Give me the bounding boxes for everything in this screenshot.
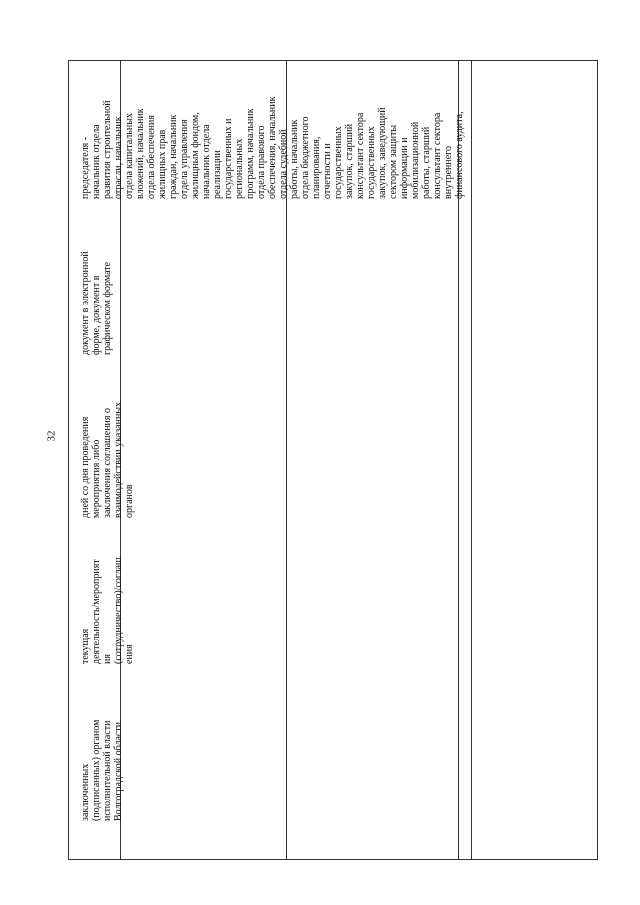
cell-line: программ, начальник xyxy=(245,108,256,199)
cell-line: Волгоградской области xyxy=(113,721,124,821)
row-divider xyxy=(471,61,472,859)
cell-line: закупок, старший xyxy=(344,123,355,199)
cell-line: мобилизационной xyxy=(410,121,421,199)
cell-line: текущая xyxy=(80,628,91,664)
cell-line: органов xyxy=(124,484,135,518)
cell-line: (подписанных) органом xyxy=(91,719,102,821)
cell-activity-type xyxy=(80,557,135,664)
cell-line: консультант сектора xyxy=(432,112,443,199)
cell-line: закупок, заведующий xyxy=(377,107,388,199)
cell-line: деятельность/мероприят xyxy=(91,559,102,664)
cell-line: отдела бюджетного xyxy=(300,116,311,199)
cell-line: граждан, начальник xyxy=(168,114,179,199)
cell-line: финансового аудита, xyxy=(454,111,465,199)
cell-line: обеспечения, начальник xyxy=(267,96,278,199)
cell-line: государственных xyxy=(333,126,344,199)
cell-line: отдела правового xyxy=(256,125,267,199)
cell-line: отдела капитальных xyxy=(124,113,135,199)
cell-line: отрасли, начальник xyxy=(113,116,124,199)
cell-line: информации и xyxy=(399,137,410,199)
cell-line: планирования, xyxy=(311,136,322,199)
document-table xyxy=(68,60,598,860)
cell-line: внутреннего xyxy=(443,146,454,199)
cell-line: консультант сектора xyxy=(355,112,366,199)
cell-line: документ в электронной xyxy=(80,251,91,355)
cell-line: работы, старший xyxy=(421,126,432,199)
cell-term xyxy=(80,402,135,518)
cell-line: начальник отдела xyxy=(201,124,212,199)
cell-line: заключенных xyxy=(80,763,91,821)
cell-line: отчетности и xyxy=(322,143,333,199)
cell-line: реализации xyxy=(212,150,223,199)
cell-line: заключения соглашения о xyxy=(102,408,113,518)
cell-line: жилищным фондом, xyxy=(190,112,201,199)
page-number: 32 xyxy=(45,430,58,442)
cell-line: форме, документ в xyxy=(91,275,102,355)
cell-line: жилищных прав xyxy=(157,129,168,199)
cell-line: ия xyxy=(102,654,113,664)
cell-line: сектором защиты xyxy=(388,124,399,199)
cell-line: ения xyxy=(124,644,135,664)
cell-line: вложений, начальник xyxy=(135,108,146,199)
cell-line: государственных и xyxy=(223,118,234,199)
cell-line: мероприятия либо xyxy=(91,439,102,518)
cell-line: исполнительной власти xyxy=(102,720,113,821)
cell-line: отдела управления xyxy=(179,119,190,199)
cell-line: графическом формате xyxy=(102,261,113,355)
cell-line: дней со дня проведения xyxy=(80,416,91,518)
cell-line: государственных xyxy=(366,126,377,199)
cell-line: начальник отдела xyxy=(91,124,102,199)
cell-line: отдела судебной xyxy=(278,129,289,199)
cell-line: (сотрудничество)/соглаш xyxy=(113,557,124,664)
cell-line: региональных xyxy=(234,138,245,199)
cell-line: председателя - xyxy=(80,136,91,199)
cell-format xyxy=(80,251,113,355)
cell-line: развития строительной xyxy=(102,100,113,199)
cell-line: взаимодействии указанных xyxy=(113,401,124,518)
cell-goal xyxy=(80,720,124,821)
cell-line: отдела обеспечения xyxy=(146,115,157,199)
cell-line: работы, начальник xyxy=(289,119,300,199)
cell-responsible xyxy=(80,97,465,199)
